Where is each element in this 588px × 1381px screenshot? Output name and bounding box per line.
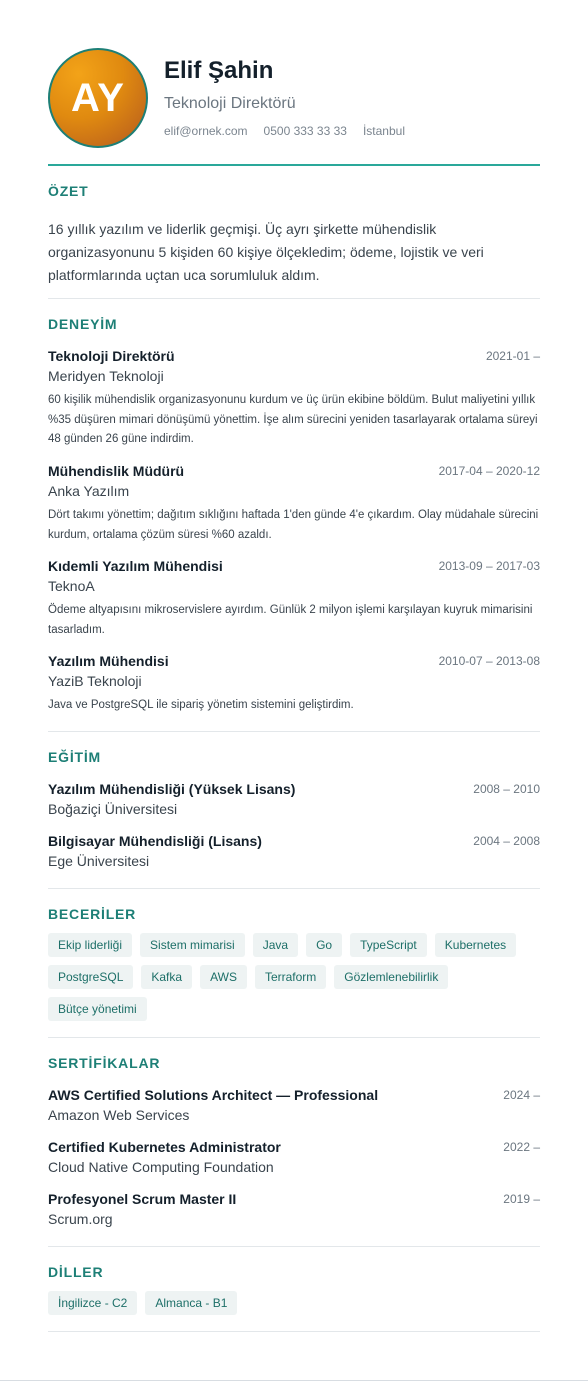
languages-tag-list bbox=[48, 1291, 540, 1315]
skill-tag: AWS bbox=[200, 965, 247, 989]
section-title-certifications: SERTİFİKALAR bbox=[48, 1055, 161, 1071]
education-school: Boğaziçi Üniversitesi bbox=[48, 801, 178, 817]
contact-city: İstanbul bbox=[362, 124, 405, 138]
skills-section bbox=[48, 906, 540, 1038]
certification-name: Profesyonel Scrum Master II bbox=[48, 1191, 237, 1207]
language-tag: İngilizce - C2 bbox=[48, 1291, 137, 1315]
skill-tag: Terraform bbox=[255, 965, 326, 989]
certification-issuer: Scrum.org bbox=[48, 1211, 113, 1227]
experience-company: YaziB Teknoloji bbox=[48, 673, 142, 689]
experience-section bbox=[48, 316, 540, 732]
certification-date: 2019 – bbox=[503, 1192, 540, 1206]
experience-date: 2010-07 – 2013-08 bbox=[438, 654, 540, 668]
skill-tag: TypeScript bbox=[350, 933, 427, 957]
experience-date: 2021-01 – bbox=[485, 349, 540, 363]
contact-info bbox=[164, 124, 405, 138]
avatar-initials: AY bbox=[71, 75, 125, 120]
experience-company: TeknoA bbox=[48, 578, 95, 594]
summary-text: 16 yıllık yazılım ve liderlik geçmişi. Üç ayrı şirkette mühendislik organizasyonunu 5 kişiden 60 kişiye ölçekledim; ödeme, lojistik ve veri platformlarında uçtan uca sorumluluk aldım. bbox=[48, 221, 484, 283]
certification-name: Certified Kubernetes Administrator bbox=[48, 1139, 281, 1155]
skill-tag: Sistem mimarisi bbox=[140, 933, 245, 957]
skill-tag: Bütçe yönetimi bbox=[48, 997, 147, 1021]
skill-tag: PostgreSQL bbox=[48, 965, 133, 989]
section-title-experience: DENEYİM bbox=[48, 316, 118, 332]
section-title-summary: ÖZET bbox=[48, 183, 89, 199]
summary-section bbox=[48, 183, 540, 299]
experience-title: Kıdemli Yazılım Mühendisi bbox=[48, 558, 223, 574]
certifications-section bbox=[48, 1055, 540, 1247]
certification-issuer: Amazon Web Services bbox=[48, 1107, 190, 1123]
experience-description: Dört takımı yönettim; dağıtım sıklığını haftada 1'den günde 4'e çıkardım. Olay müdahale sürecini kurdum, ortalama çözüm süresi %60 azaldı. bbox=[48, 509, 539, 541]
certification-issuer: Cloud Native Computing Foundation bbox=[48, 1159, 274, 1175]
experience-date: 2017-04 – 2020-12 bbox=[438, 464, 540, 478]
education-degree: Bilgisayar Mühendisliği (Lisans) bbox=[48, 833, 262, 849]
experience-title: Teknoloji Direktörü bbox=[48, 348, 175, 364]
experience-date: 2013-09 – 2017-03 bbox=[438, 559, 540, 573]
education-date: 2008 – 2010 bbox=[473, 782, 540, 796]
contact-phone: 0500 333 33 33 bbox=[263, 124, 347, 138]
language-tag: Almanca - B1 bbox=[145, 1291, 237, 1315]
education-degree: Yazılım Mühendisliği (Yüksek Lisans) bbox=[48, 781, 296, 797]
resume-header bbox=[48, 48, 540, 166]
experience-company: Meridyen Teknoloji bbox=[48, 368, 164, 384]
experience-title: Yazılım Mühendisi bbox=[48, 653, 169, 669]
contact-email[interactable]: elif@ornek.com bbox=[164, 124, 248, 138]
skills-tag-list bbox=[48, 933, 540, 1021]
certification-date: 2024 – bbox=[503, 1088, 540, 1102]
skill-tag: Java bbox=[253, 933, 298, 957]
experience-company: Anka Yazılım bbox=[48, 483, 130, 499]
languages-section bbox=[48, 1264, 540, 1332]
avatar bbox=[48, 48, 148, 148]
education-school: Ege Üniversitesi bbox=[48, 853, 150, 869]
skill-tag: Ekip liderliği bbox=[48, 933, 132, 957]
experience-description: Java ve PostgreSQL ile sipariş yönetim sistemini geliştirdim. bbox=[48, 699, 354, 711]
section-title-education: EĞİTİM bbox=[48, 749, 102, 765]
education-section bbox=[48, 749, 540, 889]
section-title-skills: BECERİLER bbox=[48, 906, 137, 922]
section-title-languages: DİLLER bbox=[48, 1264, 104, 1280]
skill-tag: Go bbox=[306, 933, 342, 957]
skill-tag: Kubernetes bbox=[435, 933, 516, 957]
certification-name: AWS Certified Solutions Architect — Professional bbox=[48, 1087, 379, 1103]
skill-tag: Kafka bbox=[141, 965, 192, 989]
education-date: 2004 – 2008 bbox=[473, 834, 540, 848]
person-title: Teknoloji Direktörü bbox=[164, 95, 296, 112]
experience-description: Ödeme altyapısını mikroservislere ayırdım. Günlük 2 milyon işlemi karşılayan kuyruk mimarisini tasarladım. bbox=[48, 604, 533, 636]
certification-date: 2022 – bbox=[503, 1140, 540, 1154]
experience-title: Mühendislik Müdürü bbox=[48, 463, 185, 479]
experience-description: 60 kişilik mühendislik organizasyonunu kurdum ve üç ürün ekibine böldüm. Bulut maliyetini yıllık %35 düşüren mimari dönüşümü yönettim. İşe alım sürecini yeniden tasarlayarak ortalama süreyi 48 günden 26 güne indirdim. bbox=[48, 394, 538, 445]
skill-tag: Gözlemlenebilirlik bbox=[334, 965, 448, 989]
person-name: Elif Şahin bbox=[164, 57, 274, 84]
